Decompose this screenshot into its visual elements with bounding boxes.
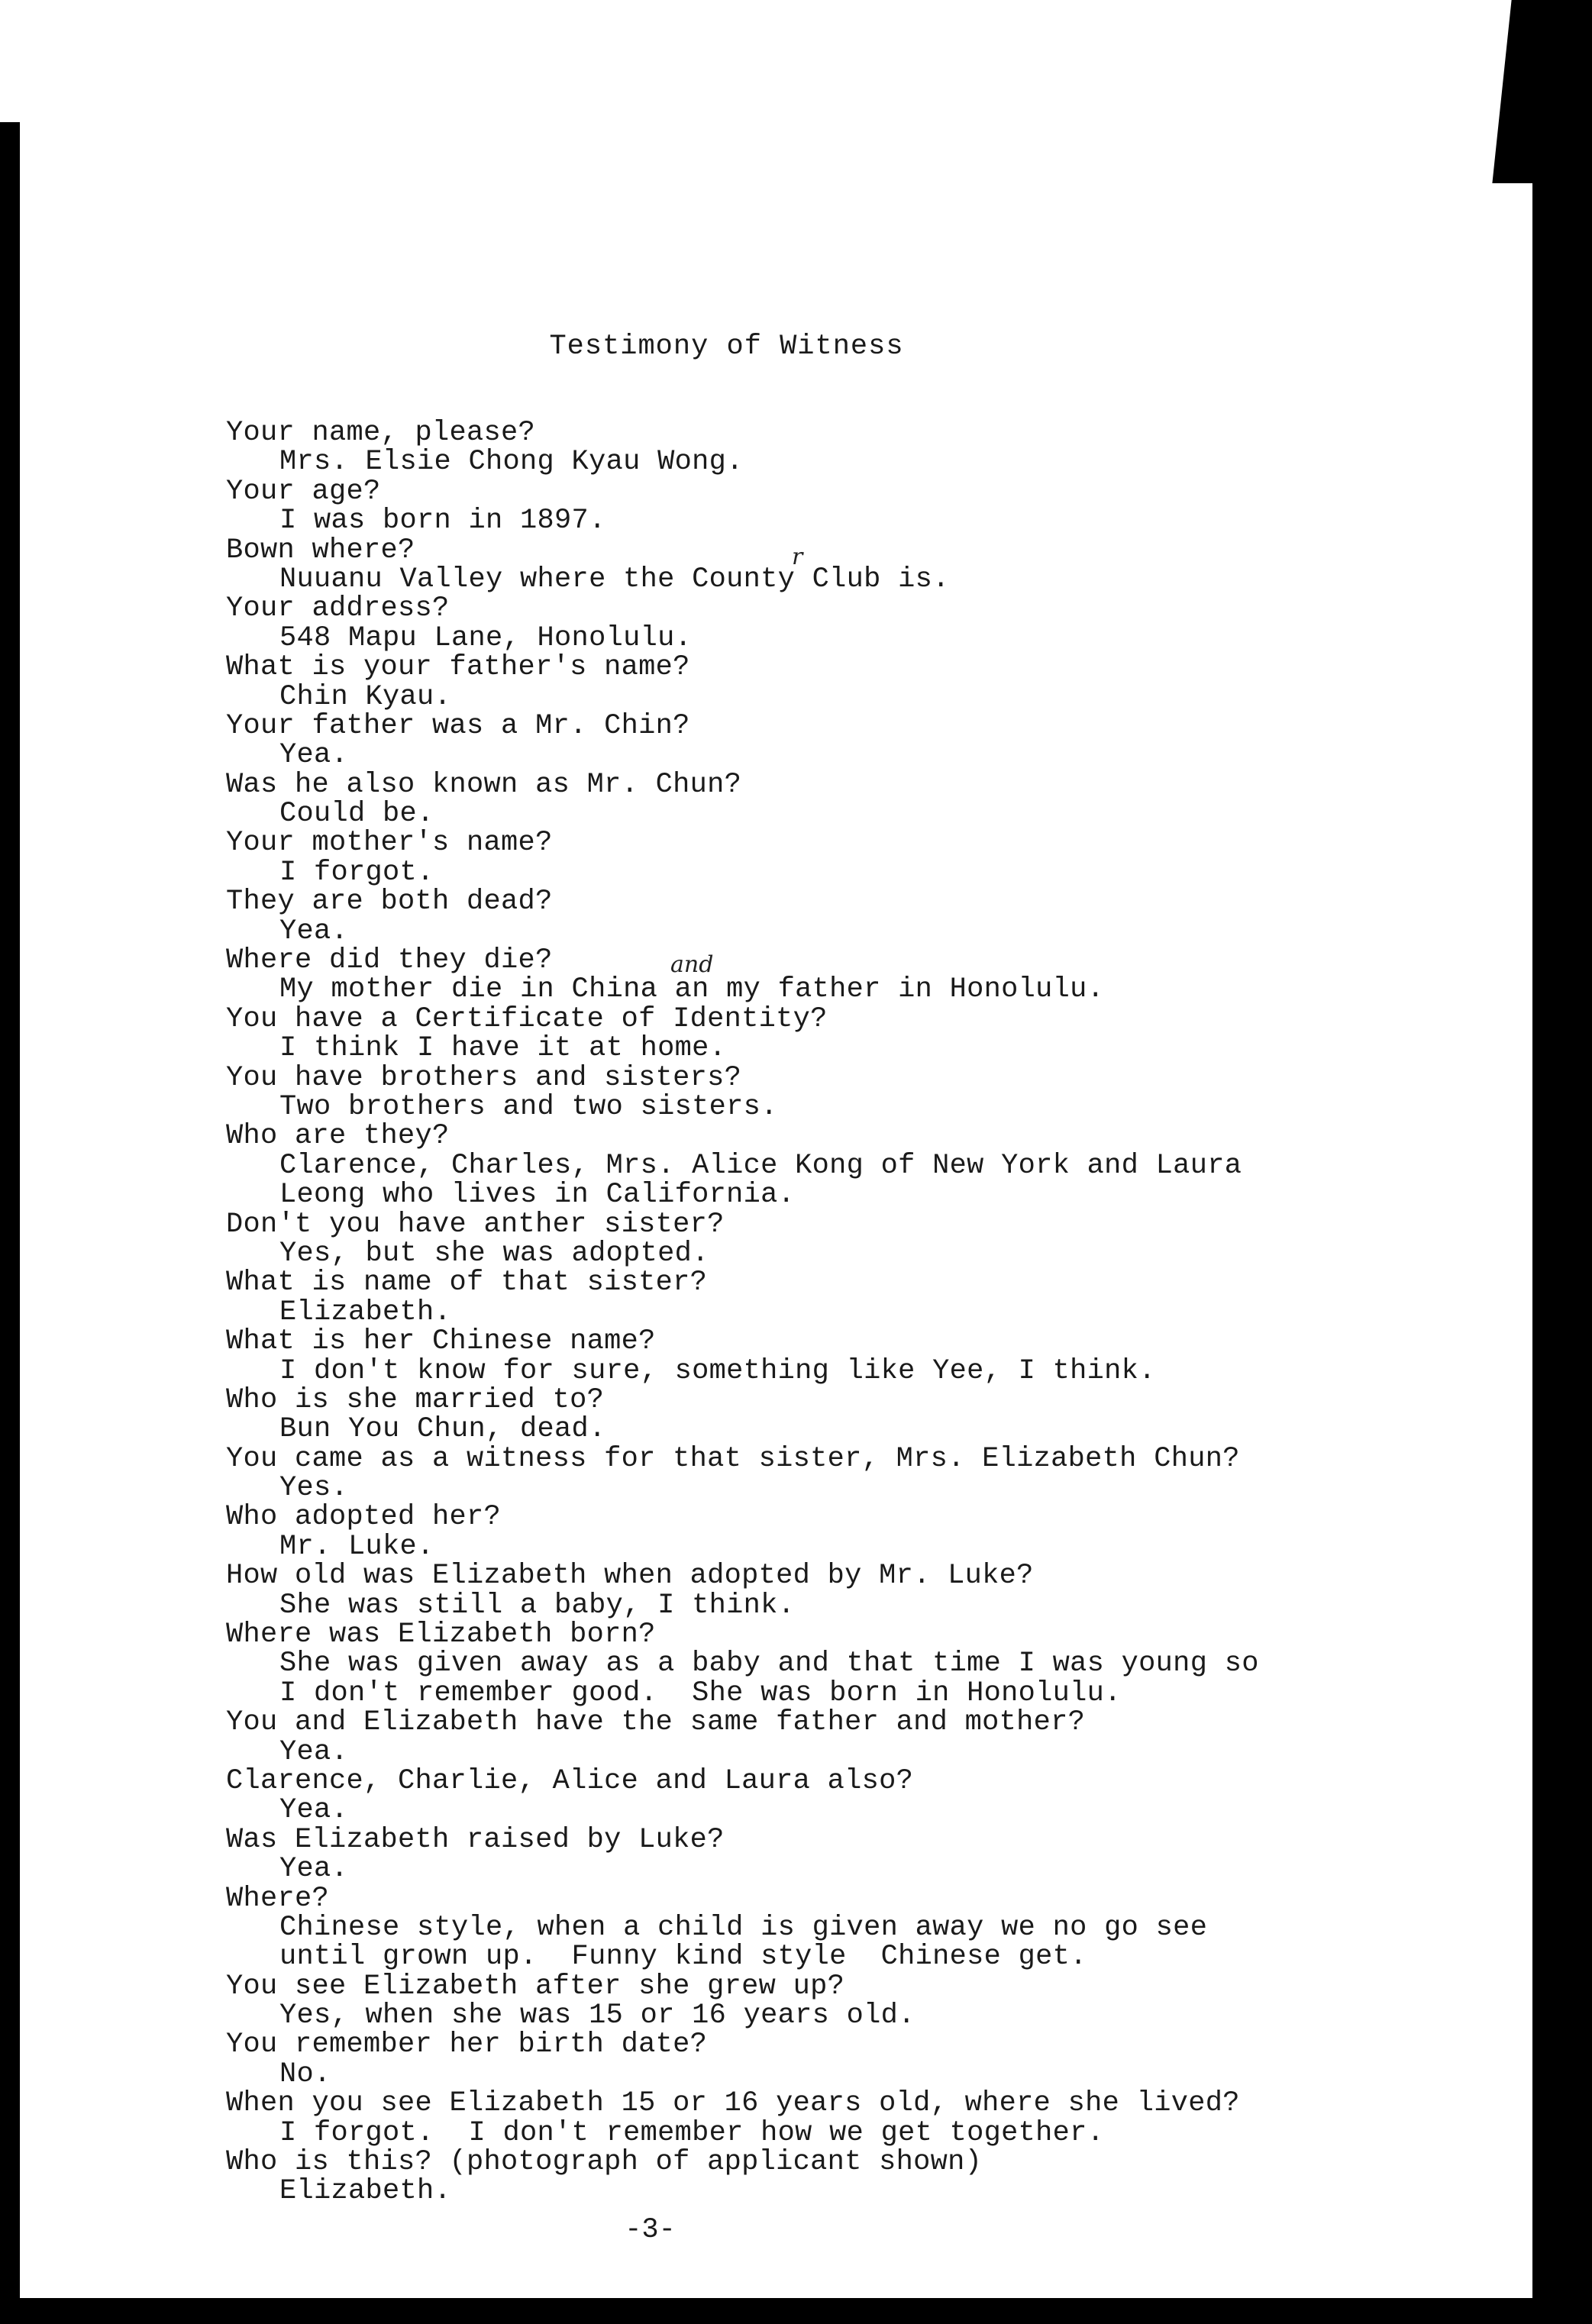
handwritten-insertion-and: and [670, 951, 714, 978]
answer-line: 548 Mapu Lane, Honolulu. [279, 621, 693, 654]
question-line: You have a Certificate of Identity? [226, 1002, 828, 1035]
answer-line: I was born in 1897. [279, 505, 606, 537]
question-line: You came as a witness for that sister, Mrs. Elizabeth Chun? [226, 1442, 1240, 1475]
question-line: Bown where? [226, 534, 415, 566]
answer-line: Elizabeth. [279, 2175, 452, 2208]
answer-line: I think I have it at home. [279, 1032, 727, 1065]
question-line: You remember her birth date? [226, 2029, 708, 2061]
page-number: -3- [625, 2214, 676, 2246]
answer-line: Chinese style, when a child is given away we no go see [279, 1911, 1208, 1944]
question-line: You have brothers and sisters? [226, 1061, 742, 1094]
document-title: Testimony of Witness [549, 331, 904, 363]
answer-line: Chin Kyau. [279, 680, 452, 713]
question-line: Who is this? (photograph of applicant shown) [226, 2146, 983, 2179]
answer-line: Two brothers and two sisters. [279, 1090, 778, 1123]
handwritten-insertion-r: r [792, 544, 803, 570]
answer-line: Yea. [279, 739, 349, 772]
question-line: Who are they? [226, 1120, 450, 1153]
question-line: When you see Elizabeth 15 or 16 years old, where she lived? [226, 2087, 1240, 2120]
answer-line: I forgot. I don't remember how we get together. [279, 2116, 1105, 2149]
question-line: Who is she married to? [226, 1383, 605, 1416]
question-line: Your address? [226, 592, 450, 625]
answer-line: Yea. [279, 1735, 349, 1768]
question-line: Your mother's name? [226, 827, 553, 860]
question-line: Don't you have anther sister? [226, 1208, 725, 1241]
answer-line: Mrs. Elsie Chong Kyau Wong. [279, 446, 744, 479]
answer-line: I don't know for sure, something like Yee, I think. [279, 1354, 1156, 1387]
answer-line: No. [279, 2058, 331, 2090]
question-line: You and Elizabeth have the same father and mother? [226, 1706, 1086, 1739]
answer-line: Nuuanu Valley where the County Club is. [279, 563, 950, 596]
answer-line: Yea. [279, 915, 349, 947]
question-line: They are both dead? [226, 886, 553, 918]
question-line: What is your father's name? [226, 651, 690, 684]
answer-line: Elizabeth. [279, 1296, 452, 1328]
answer-line: Could be. [279, 798, 434, 831]
question-line: Was he also known as Mr. Chun? [226, 768, 742, 801]
scan-edge-bottom [0, 2298, 1592, 2324]
answer-line: Bun You Chun, dead. [279, 1413, 606, 1446]
question-line: Your name, please? [226, 417, 536, 449]
answer-line: Yes, when she was 15 or 16 years old. [279, 2000, 915, 2032]
answer-line: Mr. Luke. [279, 1530, 434, 1563]
question-line: Where did they die? [226, 944, 553, 977]
question-line: Where? [226, 1882, 330, 1915]
answer-line: She was given away as a baby and that time I was young so [279, 1648, 1259, 1680]
answer-line: until grown up. Funny kind style Chinese get. [279, 1941, 1087, 1974]
question-line: Clarence, Charlie, Alice and Laura also? [226, 1764, 914, 1797]
question-line: Your father was a Mr. Chin? [226, 709, 690, 742]
question-line: You see Elizabeth after she grew up? [226, 1970, 845, 2003]
question-line: How old was Elizabeth when adopted by Mr. Luke? [226, 1560, 1034, 1593]
question-line: What is her Chinese name? [226, 1325, 656, 1358]
question-line: What is name of that sister? [226, 1267, 708, 1299]
answer-line: She was still a baby, I think. [279, 1589, 796, 1622]
scan-edge-left [0, 122, 20, 2324]
answer-line: Yes, but she was adopted. [279, 1237, 709, 1270]
answer-line: I forgot. [279, 856, 434, 889]
answer-line: Clarence, Charles, Mrs. Alice Kong of New York and Laura [279, 1149, 1242, 1182]
document-page [20, 0, 1532, 2298]
question-line: Your age? [226, 475, 381, 508]
question-line: Was Elizabeth raised by Luke? [226, 1823, 725, 1856]
answer-line: I don't remember good. She was born in Honolulu. [279, 1677, 1122, 1709]
question-line: Who adopted her? [226, 1501, 502, 1534]
testimony-transcript [226, 418, 1371, 2206]
answer-line: Yes. [279, 1472, 349, 1505]
answer-line: My mother die in China an my father in Honolulu. [279, 973, 1105, 1006]
answer-line: Yea. [279, 1794, 349, 1827]
scan-edge-right [1532, 0, 1592, 2324]
answer-line: Yea. [279, 1853, 349, 1886]
question-line: Where was Elizabeth born? [226, 1619, 656, 1651]
answer-line: Leong who lives in California. [279, 1179, 796, 1212]
